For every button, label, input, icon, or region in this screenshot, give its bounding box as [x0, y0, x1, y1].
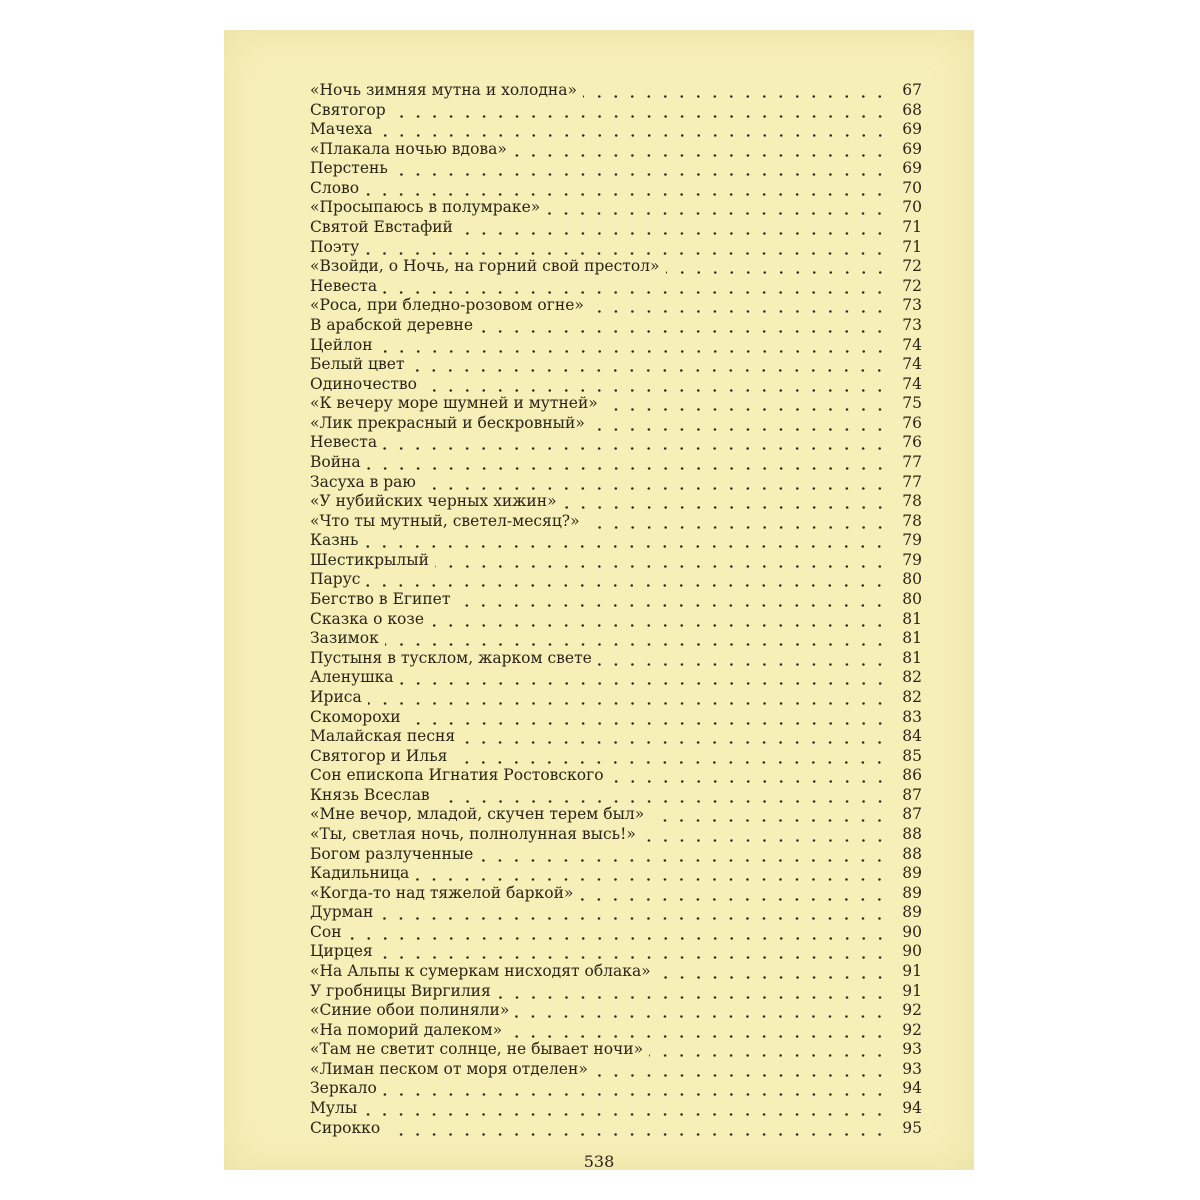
- toc-entry-page: 91: [902, 962, 922, 981]
- toc-entry: [310, 296, 922, 316]
- toc-entry: [310, 1079, 922, 1099]
- toc-entry-page: 94: [902, 1099, 922, 1118]
- toc-entry-page: 88: [902, 824, 922, 843]
- toc-entry: [310, 512, 922, 532]
- toc-entry-page: 87: [902, 805, 922, 824]
- toc-entry-page: 80: [902, 570, 922, 589]
- toc-entry-page: 84: [902, 727, 922, 746]
- toc-entry-title: Казнь: [310, 531, 359, 550]
- toc-entry: [310, 570, 922, 590]
- dot-leader: [348, 923, 888, 943]
- toc-entry-title: «Там не светит солнце, не бывает ночи»: [310, 1040, 644, 1059]
- toc-entry: [310, 649, 922, 669]
- toc-entry-page: 79: [902, 550, 922, 569]
- toc-entry-page: 70: [902, 198, 922, 217]
- dot-leader: [383, 277, 888, 297]
- toc-entry: [310, 551, 922, 571]
- toc-entry-page: 82: [902, 668, 922, 687]
- toc-entry: [310, 688, 922, 708]
- dot-leader: [392, 101, 888, 121]
- toc-entry-page: 85: [902, 746, 922, 765]
- toc-entry-title: Цейлон: [310, 335, 373, 354]
- toc-entry: [310, 316, 922, 336]
- toc-entry: [310, 845, 922, 865]
- toc-entry-title: «Просыпаюсь в полумраке»: [310, 198, 541, 217]
- dot-leader: [379, 120, 888, 140]
- toc-entry: [310, 590, 922, 610]
- dot-leader: [594, 1060, 888, 1080]
- toc-entry-page: 78: [902, 492, 922, 511]
- toc-entry-page: 88: [902, 844, 922, 863]
- toc-entry-title: Зеркало: [310, 1079, 377, 1098]
- toc-entry-title: Невеста: [310, 276, 378, 295]
- toc-entry: [310, 668, 922, 688]
- toc-entry-page: 89: [902, 903, 922, 922]
- toc-entry-title: Святогор и Илья: [310, 746, 448, 765]
- dot-leader: [461, 727, 888, 747]
- toc-entry-title: Засуха в раю: [310, 472, 416, 491]
- toc-entry-title: «У нубийских черных хижин»: [310, 492, 557, 511]
- toc-entry-page: 81: [902, 629, 922, 648]
- dot-leader: [400, 668, 888, 688]
- toc-entry: [310, 473, 922, 493]
- dot-leader: [379, 942, 888, 962]
- toc-entry-title: «Мне вечор, младой, скучен терем был»: [310, 805, 645, 824]
- dot-leader: [410, 355, 888, 375]
- dot-leader: [367, 453, 888, 473]
- dot-leader: [407, 708, 888, 728]
- toc-entry-page: 73: [902, 296, 922, 315]
- toc-entry: [310, 1099, 922, 1119]
- toc-entry: [310, 277, 922, 297]
- toc-entry-title: Сон: [310, 922, 342, 941]
- dot-leader: [430, 610, 888, 630]
- toc-entry-page: 90: [902, 942, 922, 961]
- toc-entry-page: 74: [902, 335, 922, 354]
- toc-entry: [310, 531, 922, 551]
- toc-entry: [310, 375, 922, 395]
- toc-entry-page: 91: [902, 981, 922, 1000]
- toc-entry-title: Одиночество: [310, 374, 417, 393]
- toc-entry: [310, 433, 922, 453]
- toc-entry: [310, 101, 922, 121]
- toc-entry-page: 77: [902, 452, 922, 471]
- dot-leader: [479, 845, 888, 865]
- toc-entry-title: «Взойди, о Ночь, на горний свой престол»: [310, 257, 660, 276]
- dot-leader: [436, 786, 888, 806]
- dot-leader: [508, 1021, 888, 1041]
- toc-entry-page: 77: [902, 472, 922, 491]
- toc-entry-page: 73: [902, 315, 922, 334]
- toc-entry: [310, 708, 922, 728]
- toc-entry-page: 87: [902, 785, 922, 804]
- toc-entry-title: Цирцея: [310, 942, 373, 961]
- dot-leader: [394, 159, 888, 179]
- toc-entry-title: Белый цвет: [310, 355, 405, 374]
- dot-leader: [579, 884, 888, 904]
- dot-leader: [456, 590, 888, 610]
- toc-entry-title: «К вечеру море шумней и мутней»: [310, 394, 598, 413]
- toc-entry: [310, 766, 922, 786]
- toc-entry-title: Слово: [310, 178, 360, 197]
- toc-entry-page: 89: [902, 883, 922, 902]
- toc-entry-page: 81: [902, 609, 922, 628]
- dot-leader: [379, 903, 888, 923]
- dot-leader: [657, 962, 888, 982]
- toc-entry: [310, 355, 922, 375]
- toc-entry: [310, 1060, 922, 1080]
- toc-entry-page: 70: [902, 178, 922, 197]
- toc-entry-page: 94: [902, 1079, 922, 1098]
- toc-entry: [310, 923, 922, 943]
- toc-entry: [310, 864, 922, 884]
- toc-entry-title: «На Альпы к сумеркам нисходят облака»: [310, 962, 651, 981]
- toc-entry-title: В арабской деревне: [310, 315, 474, 334]
- toc-entry-page: 80: [902, 590, 922, 609]
- dot-leader: [385, 629, 888, 649]
- table-of-contents: [310, 81, 922, 1138]
- book-page: [224, 30, 974, 1170]
- dot-leader: [666, 257, 889, 277]
- toc-entry-title: Князь Всеслав: [310, 785, 430, 804]
- toc-entry: [310, 786, 922, 806]
- dot-leader: [453, 747, 888, 767]
- dot-leader: [598, 649, 888, 669]
- toc-entry-title: «Когда-то над тяжелой баркой»: [310, 883, 574, 902]
- dot-leader: [649, 1040, 888, 1060]
- toc-entry: [310, 492, 922, 512]
- toc-entry: [310, 120, 922, 140]
- toc-entry-page: 76: [902, 433, 922, 452]
- toc-entry-title: Богом разлученные: [310, 844, 474, 863]
- toc-entry: [310, 336, 922, 356]
- toc-entry: [310, 198, 922, 218]
- dot-leader: [515, 1001, 888, 1021]
- dot-leader: [650, 805, 888, 825]
- toc-entry-title: Сирокко: [310, 1118, 381, 1137]
- toc-entry-page: 95: [902, 1118, 922, 1137]
- toc-entry-title: «Плакала ночью вдова»: [310, 139, 507, 158]
- dot-leader: [365, 238, 888, 258]
- toc-entry-title: У гробницы Виргилия: [310, 981, 491, 1000]
- dot-leader: [563, 492, 888, 512]
- toc-entry-title: «Роса, при бледно-розовом огне»: [310, 296, 584, 315]
- toc-entry-title: Сон епископа Игнатия Ростовского: [310, 766, 604, 785]
- toc-entry-page: 90: [902, 922, 922, 941]
- toc-entry-title: «Ты, светлая ночь, полнолунная высь!»: [310, 824, 636, 843]
- dot-leader: [546, 198, 888, 218]
- dot-leader: [365, 179, 888, 199]
- toc-entry-title: Пустыня в тусклом, жарком свете: [310, 648, 592, 667]
- toc-entry: [310, 414, 922, 434]
- toc-entry-title: Мачеха: [310, 120, 373, 139]
- toc-entry-page: 68: [902, 100, 922, 119]
- toc-entry-title: Поэту: [310, 237, 360, 256]
- toc-entry: [310, 159, 922, 179]
- page-number: 538: [583, 1152, 615, 1171]
- toc-entry-page: 93: [902, 1040, 922, 1059]
- toc-entry-title: Сказка о козе: [310, 609, 425, 628]
- toc-entry: [310, 1001, 922, 1021]
- toc-entry: [310, 747, 922, 767]
- toc-entry: [310, 727, 922, 747]
- toc-entry-title: Святогор: [310, 100, 386, 119]
- toc-entry-title: Шестикрылый: [310, 550, 429, 569]
- toc-entry-page: 72: [902, 276, 922, 295]
- toc-entry: [310, 81, 922, 101]
- toc-entry-page: 69: [902, 139, 922, 158]
- toc-entry-page: 78: [902, 511, 922, 530]
- toc-entry-title: Перстень: [310, 159, 388, 178]
- toc-entry-title: Скоморохи: [310, 707, 401, 726]
- dot-leader: [386, 1119, 888, 1139]
- toc-entry-page: 79: [902, 531, 922, 550]
- toc-entry-page: 83: [902, 707, 922, 726]
- toc-entry-title: Малайская песня: [310, 727, 456, 746]
- toc-entry-page: 74: [902, 374, 922, 393]
- dot-leader: [366, 570, 888, 590]
- toc-entry: [310, 982, 922, 1002]
- toc-entry-page: 71: [902, 218, 922, 237]
- toc-entry-title: «Что ты мутный, светел-месяц?»: [310, 511, 580, 530]
- toc-entry-title: Зазимок: [310, 629, 379, 648]
- toc-entry: [310, 884, 922, 904]
- toc-entry-page: 67: [902, 81, 922, 99]
- toc-entry: [310, 629, 922, 649]
- dot-leader: [422, 473, 888, 493]
- toc-entry: [310, 218, 922, 238]
- toc-entry-title: Святой Евстафий: [310, 218, 453, 237]
- dot-leader: [586, 512, 888, 532]
- toc-entry: [310, 610, 922, 630]
- toc-entry-title: «Лиман песком от моря отделен»: [310, 1059, 588, 1078]
- dot-leader: [368, 688, 888, 708]
- toc-entry-page: 92: [902, 1001, 922, 1020]
- toc-entry: [310, 453, 922, 473]
- toc-entry: [310, 962, 922, 982]
- dot-leader: [591, 414, 888, 434]
- dot-leader: [435, 551, 888, 571]
- toc-entry: [310, 179, 922, 199]
- toc-entry-page: 82: [902, 687, 922, 706]
- toc-entry: [310, 140, 922, 160]
- toc-entry-page: 93: [902, 1059, 922, 1078]
- dot-leader: [513, 140, 888, 160]
- toc-entry: [310, 805, 922, 825]
- toc-entry-page: 76: [902, 413, 922, 432]
- toc-entry: [310, 1021, 922, 1041]
- dot-leader: [497, 982, 888, 1002]
- toc-entry: [310, 942, 922, 962]
- dot-leader: [379, 336, 888, 356]
- toc-entry-title: Мулы: [310, 1099, 358, 1118]
- dot-leader: [363, 1099, 888, 1119]
- toc-entry-page: 81: [902, 648, 922, 667]
- dot-leader: [383, 1079, 888, 1099]
- dot-leader: [610, 766, 888, 786]
- toc-entry-page: 89: [902, 864, 922, 883]
- toc-entry-title: Аленушка: [310, 668, 394, 687]
- dot-leader: [590, 296, 888, 316]
- toc-entry-page: 69: [902, 120, 922, 139]
- dot-leader: [383, 433, 888, 453]
- toc-entry-page: 74: [902, 355, 922, 374]
- toc-entry: [310, 394, 922, 414]
- dot-leader: [604, 394, 888, 414]
- dot-leader: [642, 825, 888, 845]
- toc-entry: [310, 825, 922, 845]
- toc-entry-title: Парус: [310, 570, 361, 589]
- toc-entry-title: «Лик прекрасный и бескровный»: [310, 413, 585, 432]
- toc-entry: [310, 257, 922, 277]
- toc-entry-title: «Синие обои полиняли»: [310, 1001, 510, 1020]
- toc-entry-title: Кадильница: [310, 864, 410, 883]
- toc-entry-page: 69: [902, 159, 922, 178]
- toc-entry-title: «На поморий далеком»: [310, 1020, 503, 1039]
- dot-leader: [415, 864, 888, 884]
- toc-entry-title: Война: [310, 452, 361, 471]
- toc-entry-page: 86: [902, 766, 922, 785]
- toc-entry-page: 72: [902, 257, 922, 276]
- dot-leader: [423, 375, 888, 395]
- toc-entry: [310, 1040, 922, 1060]
- toc-entry-title: Невеста: [310, 433, 378, 452]
- toc-entry-title: Дурман: [310, 903, 374, 922]
- toc-entry: [310, 238, 922, 258]
- toc-entry-page: 71: [902, 237, 922, 256]
- toc-entry-title: «Ночь зимняя мутна и холодна»: [310, 81, 577, 99]
- toc-entry: [310, 1119, 922, 1139]
- dot-leader: [459, 218, 888, 238]
- toc-entry: [310, 903, 922, 923]
- toc-entry-title: Ириса: [310, 687, 362, 706]
- dot-leader: [583, 81, 888, 101]
- dot-leader: [364, 531, 888, 551]
- toc-entry-title: Бегство в Египет: [310, 590, 451, 609]
- toc-entry-page: 75: [902, 394, 922, 413]
- dot-leader: [479, 316, 888, 336]
- toc-entry-page: 92: [902, 1020, 922, 1039]
